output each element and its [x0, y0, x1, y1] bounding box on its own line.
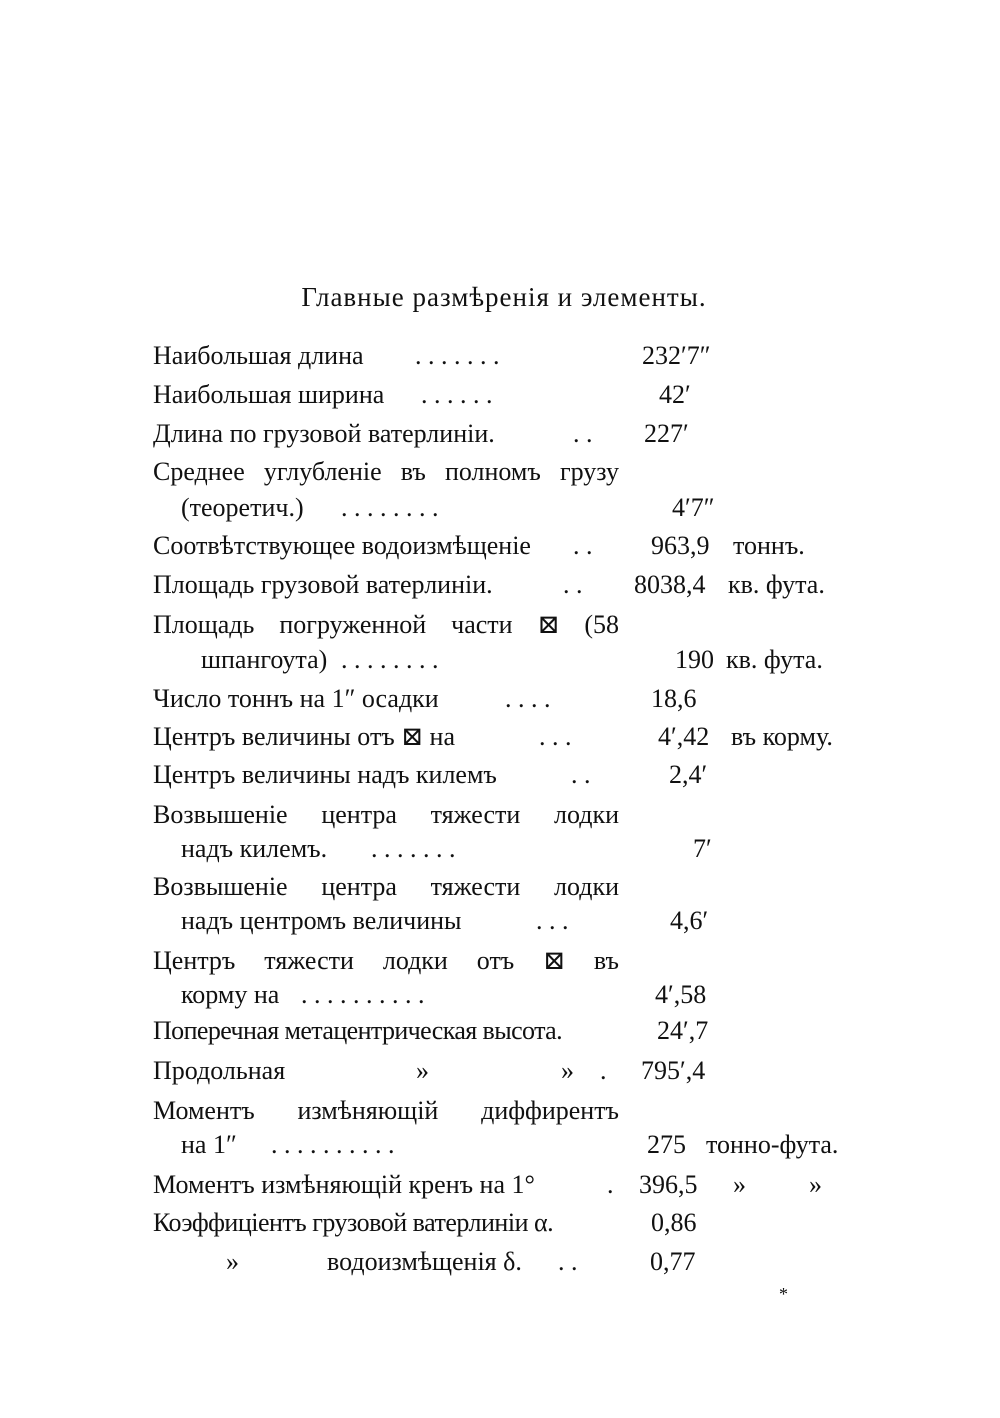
leader-dots: . .: [558, 1247, 578, 1276]
row-value: 7′: [693, 834, 712, 863]
leader-dots: . .: [571, 760, 591, 789]
row-label: Длина по грузовой ватерлиніи.: [153, 419, 495, 448]
leader-dots: . .: [573, 419, 593, 448]
row-label: корму на: [181, 980, 280, 1009]
leader-dots: . . . . . . . .: [341, 493, 439, 522]
row-value: 963,9: [651, 531, 710, 560]
row-label: на 1″: [181, 1130, 237, 1159]
row-unit: въ корму.: [731, 722, 833, 751]
leader-dots: .: [607, 1170, 614, 1199]
leader-dots: . . . . . . .: [415, 341, 500, 370]
row-value: 0,86: [651, 1208, 697, 1237]
row-label: Центръ тяжести лодки отъ ⊠ въ: [153, 946, 619, 975]
row-value: 8038,4: [634, 570, 706, 599]
row-label: водоизмѣщенія δ.: [327, 1247, 522, 1276]
row-label: Возвышеніе центра тяжести лодки: [153, 872, 619, 901]
row-value: 18,6: [651, 684, 697, 713]
row-label: Площадь погруженной части ⊠ (58: [153, 610, 619, 639]
leader-dots: .: [600, 1056, 607, 1085]
leader-dots: . . . . . . .: [371, 834, 456, 863]
leader-dots: . .: [573, 531, 593, 560]
row-value: 42′: [659, 380, 691, 409]
leader-dots: . . .: [539, 722, 572, 751]
row-label: Соотвѣтствующее водоизмѣщеніе: [153, 531, 531, 560]
row-value: 232′7″: [642, 341, 711, 370]
row-value: 275: [647, 1130, 686, 1159]
leader-dots: . . . . . . . . . .: [271, 1130, 395, 1159]
row-label: Моментъ измѣняющій диффирентъ: [153, 1096, 619, 1125]
ditto-mark: »: [416, 1056, 429, 1085]
row-label: шпангоута): [201, 645, 328, 674]
row-unit: тоннъ.: [733, 531, 805, 560]
footnote-mark: *: [779, 1284, 788, 1304]
row-label: Среднее углубленіе въ полномъ грузу: [153, 457, 619, 486]
leader-dots: . . . . . . . .: [341, 645, 439, 674]
row-value: 795′,4: [641, 1056, 706, 1085]
row-label: Поперечная метацентрическая высота.: [153, 1016, 562, 1045]
row-label: Наибольшая ширина: [153, 380, 385, 409]
row-value: 190: [675, 645, 714, 674]
row-label: (теоретич.): [181, 493, 304, 522]
row-label: Моментъ измѣняющій кренъ на 1°: [153, 1170, 535, 1199]
row-value: 4′,42: [658, 722, 710, 751]
row-label: Продольная: [153, 1056, 286, 1085]
row-unit: тонно-фута.: [706, 1130, 839, 1159]
row-value: 4,6′: [670, 906, 709, 935]
row-label: Коэффиціентъ грузовой ватерлиніи α.: [153, 1208, 554, 1237]
ditto-mark: »: [226, 1247, 239, 1276]
leader-dots: . . . . . . . . . .: [301, 980, 425, 1009]
row-value: 24′,7: [657, 1016, 709, 1045]
row-value: 4′7″: [672, 493, 715, 522]
row-label: надъ килемъ.: [181, 834, 328, 863]
row-label: Возвышеніе центра тяжести лодки: [153, 800, 619, 829]
row-value: 0,77: [650, 1247, 696, 1276]
row-label: Число тоннъ на 1″ осадки: [153, 684, 439, 713]
row-value: 396,5: [639, 1170, 698, 1199]
row-unit: кв. фута.: [728, 570, 825, 599]
ditto-mark: »: [809, 1170, 822, 1199]
leader-dots: . . . .: [505, 684, 551, 713]
page-title: Главные размѣренія и элементы.: [301, 282, 707, 312]
row-value: 2,4′: [669, 760, 708, 789]
ditto-mark: »: [733, 1170, 746, 1199]
row-label: Наибольшая длина: [153, 341, 364, 370]
leader-dots: . .: [563, 570, 583, 599]
leader-dots: . . . . . .: [421, 380, 493, 409]
row-unit: кв. фута.: [726, 645, 823, 674]
row-value: 227′: [644, 419, 689, 448]
row-label: Центръ величины отъ ⊠ на: [153, 722, 455, 751]
ditto-mark: »: [561, 1056, 574, 1085]
row-label: надъ центромъ величины: [181, 906, 462, 935]
row-label: Площадь грузовой ватерлиніи.: [153, 570, 493, 599]
row-value: 4′,58: [655, 980, 707, 1009]
row-label: Центръ величины надъ килемъ: [153, 760, 497, 789]
leader-dots: . . .: [536, 906, 569, 935]
